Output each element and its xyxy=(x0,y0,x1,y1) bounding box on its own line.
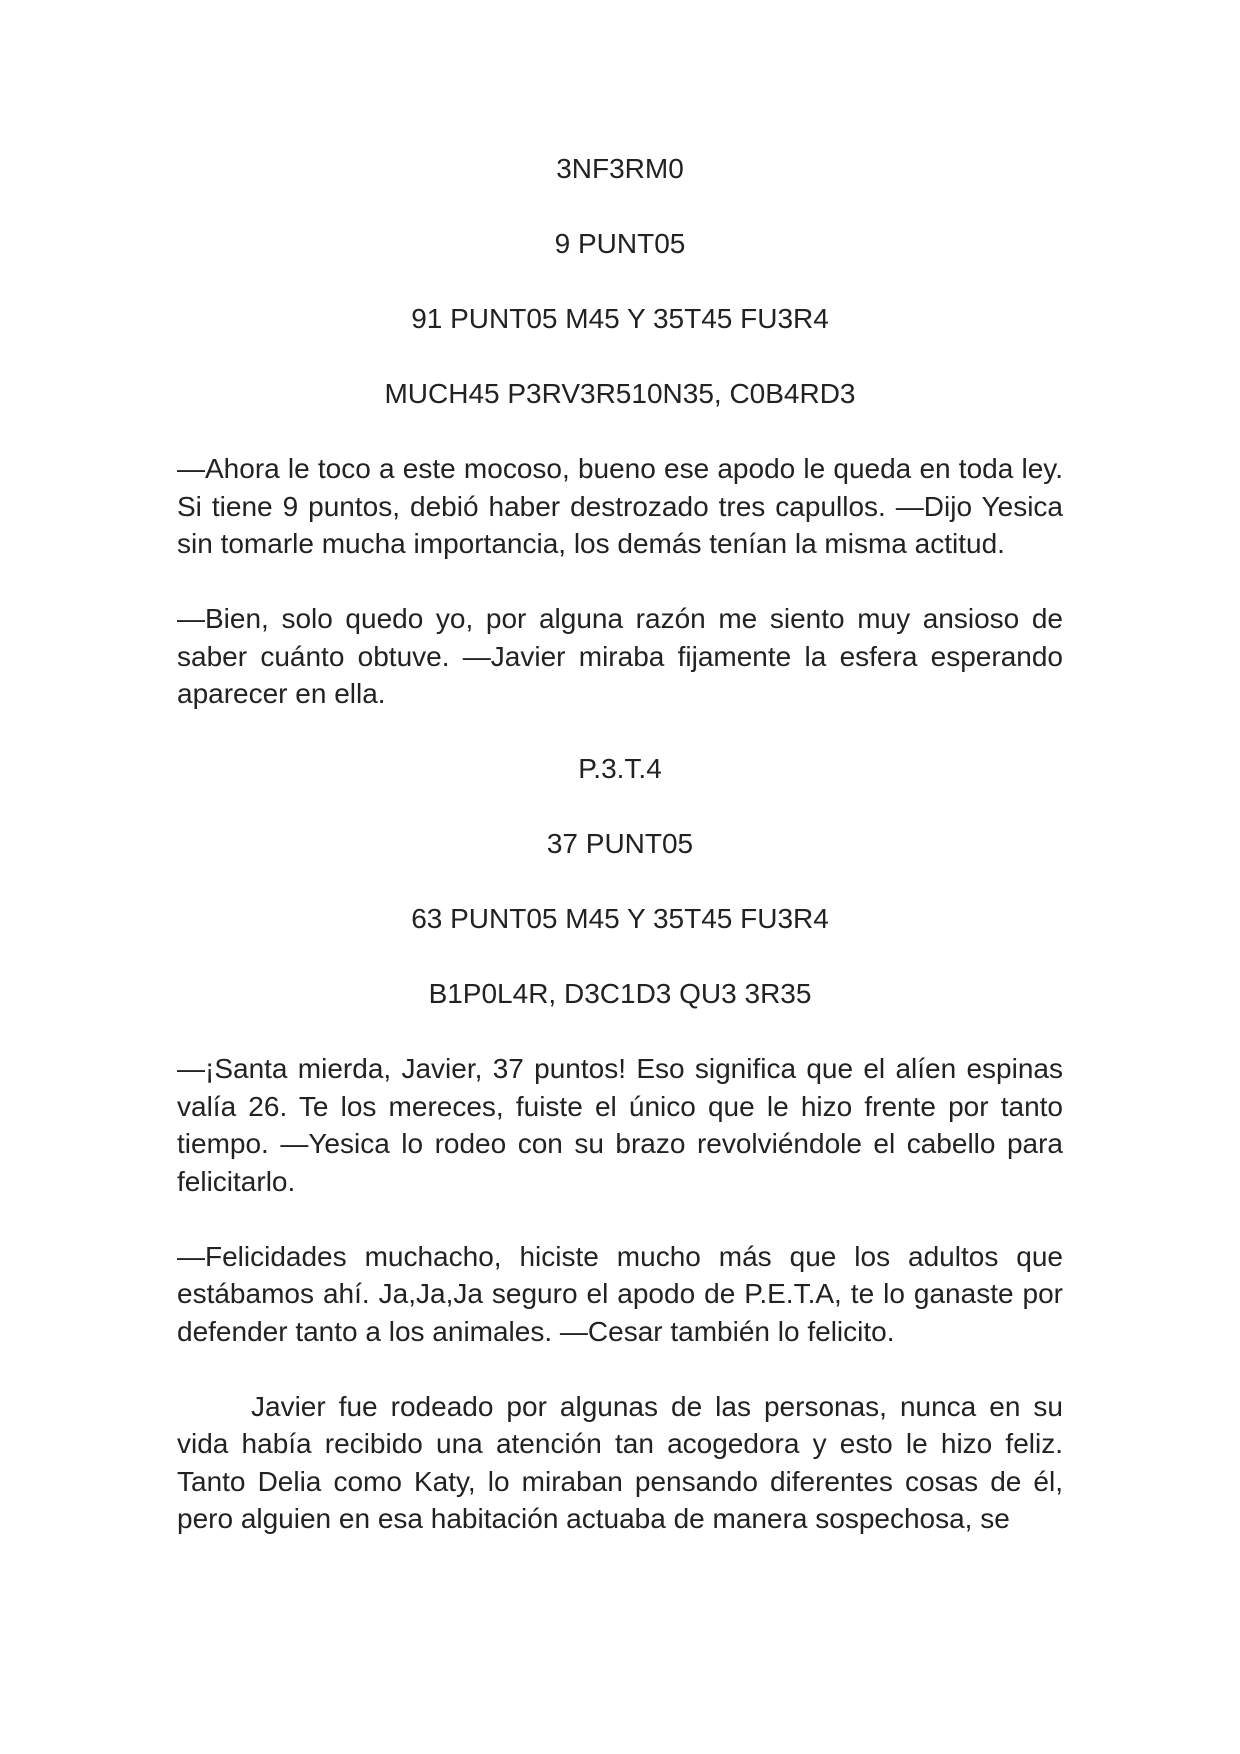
paragraph: —Ahora le toco a este mocoso, bueno ese apodo le queda en toda ley. Si tiene 9 puntos, debió haber destrozado tres capullos. —Dijo Yesica sin tomarle mucha importancia, los demás tenían la misma actitud. xyxy=(177,453,1063,559)
score-remaining-line: 91 PUNT05 M45 Y 35T45 FU3R4 xyxy=(411,303,829,334)
paragraph: —Bien, solo quedo yo, por alguna razón me siento muy ansioso de saber cuánto obtuve. —Javier miraba fijamente la esfera esperando aparecer en ella. xyxy=(177,603,1063,709)
score-name-line: P.3.T.4 xyxy=(578,753,662,784)
paragraph: —¡Santa mierda, Javier, 37 puntos! Eso significa que el alíen espinas valía 26. Te los mereces, fuiste el único que le hizo frente por tanto tiempo. —Yesica lo rodeo con su brazo revolviéndole el cabello para felicitarlo. xyxy=(177,1053,1063,1197)
score-comment-line: B1P0L4R, D3C1D3 QU3 3R35 xyxy=(428,978,812,1009)
score-points-line: 9 PUNT05 xyxy=(554,228,686,259)
score-name-line: 3NF3RM0 xyxy=(556,153,684,184)
score-remaining-line: 63 PUNT05 M45 Y 35T45 FU3R4 xyxy=(411,903,829,934)
paragraph: —Felicidades muchacho, hiciste mucho más que los adultos que estábamos ahí. Ja,Ja,Ja seguro el apodo de P.E.T.A, te lo ganaste por defender tanto a los animales. —Cesar también lo felicito. xyxy=(177,1240,1063,1347)
page-text xyxy=(177,150,1063,1538)
score-points-line: 37 PUNT05 xyxy=(546,828,694,859)
paragraph: Javier fue rodeado por algunas de las personas, nunca en su vida había recibido una atención tan acogedora y esto le hizo feliz. Tanto Delia como Katy, lo miraban pensando diferentes cosas de él, pero alguien en esa habitación actuaba de manera sospechosa, se xyxy=(177,1390,1063,1534)
score-comment-line: MUCH45 P3RV3R510N35, C0B4RD3 xyxy=(384,378,856,409)
